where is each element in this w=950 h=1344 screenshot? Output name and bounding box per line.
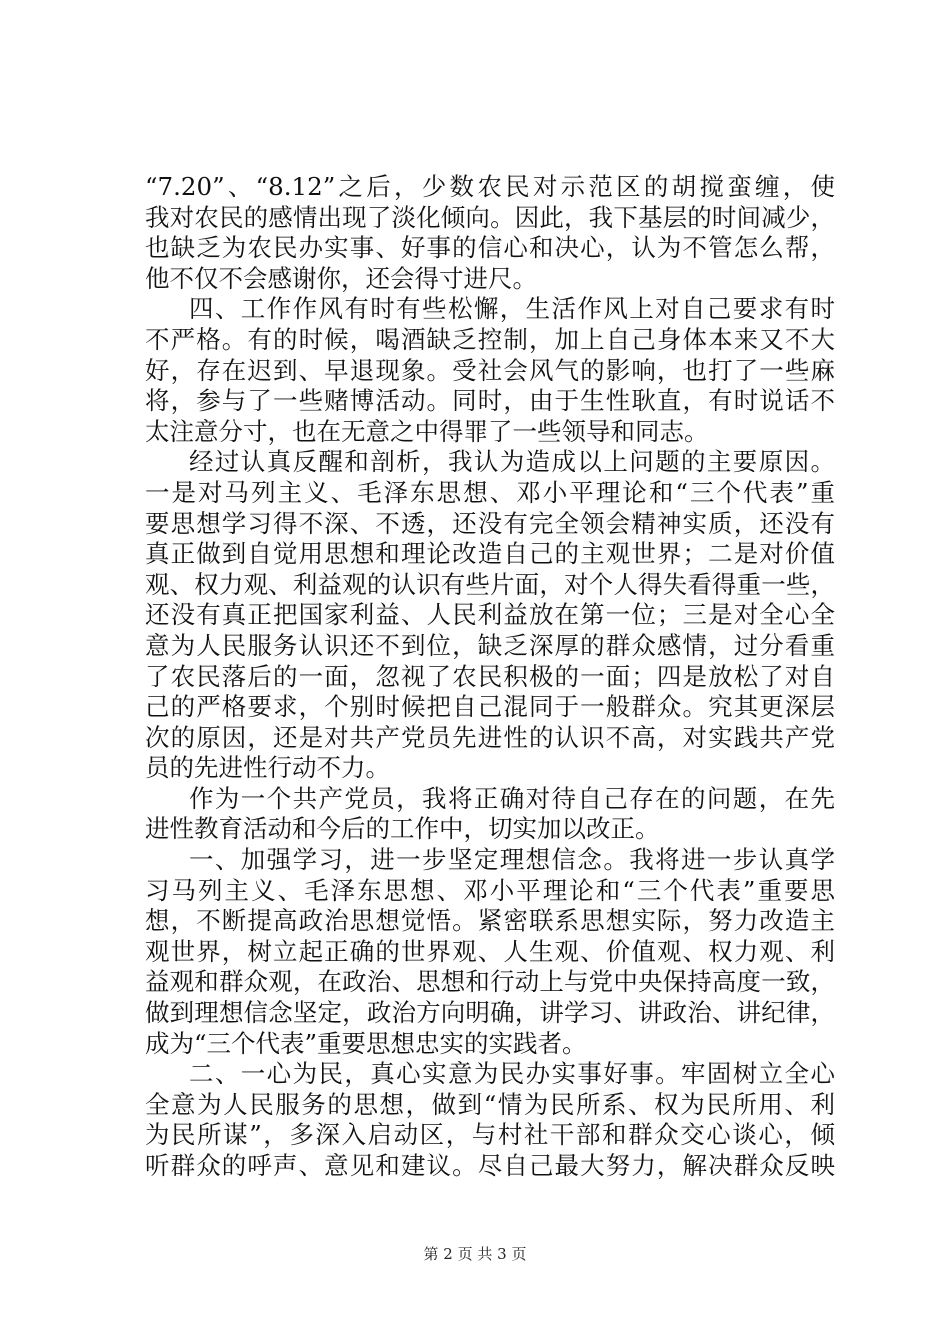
text-line: “7.20”、“8.12”之后，少数农民对示范区的胡搅蛮缠，使 <box>145 172 835 201</box>
text-line: 要思想学习得不深、不透，还没有完全领会精神实质，还没有 <box>145 508 835 538</box>
text-line: 一是对马列主义、毛泽东思想、邓小平理论和“三个代表”重 <box>145 477 835 507</box>
text-line: 还没有真正把国家利益、人民利益放在第一位；三是对全心全 <box>145 600 835 630</box>
text-line: 进性教育活动和今后的工作中，切实加以改正。 <box>145 814 660 844</box>
text-line: 四、工作作风有时有些松懈，生活作风上对自己要求有时 <box>189 294 835 324</box>
text-line: 也缺乏为农民办实事、好事的信心和决心，认为不管怎么帮， <box>145 233 835 263</box>
text-line: 观世界，树立起正确的世界观、人生观、价值观、权力观、利 <box>145 936 835 966</box>
text-line: 益观和群众观，在政治、思想和行动上与党中央保持高度一致， <box>145 967 835 997</box>
text-line: 己的严格要求，个别时候把自己混同于一般群众。究其更深层 <box>145 692 835 722</box>
text-line: 为民所谋”，多深入启动区，与村社干部和群众交心谈心，倾 <box>145 1120 835 1150</box>
text-line: 观、权力观、利益观的认识有些片面，对个人得失看得重一些， <box>145 569 835 599</box>
text-line: 太注意分寸，也在无意之中得罪了一些领导和同志。 <box>145 416 709 446</box>
text-line: 我对农民的感情出现了淡化倾向。因此，我下基层的时间减少， <box>145 202 835 232</box>
document-body <box>145 172 835 1182</box>
text-line: 了农民落后的一面，忽视了农民积极的一面；四是放松了对自 <box>145 661 835 691</box>
text-line: 全意为人民服务的思想，做到“情为民所系、权为民所用、利 <box>145 1089 835 1119</box>
text-line: 成为“三个代表”重要思想忠实的实践者。 <box>145 1028 587 1058</box>
text-line: 员的先进性行动不力。 <box>145 753 390 783</box>
text-line: 将，参与了一些赌博活动。同时，由于生性耿直，有时说话不 <box>145 386 835 416</box>
text-line: 听群众的呼声、意见和建议。尽自己最大努力，解决群众反映 <box>145 1151 835 1180</box>
text-line: 意为人民服务认识还不到位，缺乏深厚的群众感情，过分看重 <box>145 630 835 660</box>
text-line: 他不仅不会感谢你，还会得寸进尺。 <box>145 263 537 293</box>
page-footer: 第 2 页 共 3 页 <box>423 1245 527 1263</box>
text-line: 二、一心为民，真心实意为民办实事好事。牢固树立全心 <box>189 1059 835 1089</box>
text-line: 作为一个共产党员，我将正确对待自己存在的问题，在先 <box>189 783 835 813</box>
text-line: 经过认真反醒和剖析，我认为造成以上问题的主要原因。 <box>189 447 835 477</box>
text-line: 做到理想信念坚定，政治方向明确，讲学习、讲政治、讲纪律， <box>145 998 835 1028</box>
text-line: 不严格。有的时候，喝酒缺乏控制，加上自己身体本来又不大 <box>145 324 835 354</box>
text-line: 次的原因，还是对共产党员先进性的认识不高，对实践共产党 <box>145 722 835 752</box>
text-line: 好，存在迟到、早退现象。受社会风气的影响，也打了一些麻 <box>145 355 835 385</box>
text-line: 真正做到自觉用思想和理论改造自己的主观世界；二是对价值 <box>145 539 835 569</box>
text-line: 习马列主义、毛泽东思想、邓小平理论和“三个代表”重要思 <box>145 875 835 905</box>
text-line: 一、加强学习，进一步坚定理想信念。我将进一步认真学 <box>189 845 835 875</box>
text-line: 想，不断提高政治思想觉悟。紧密联系思想实际，努力改造主 <box>145 906 835 936</box>
